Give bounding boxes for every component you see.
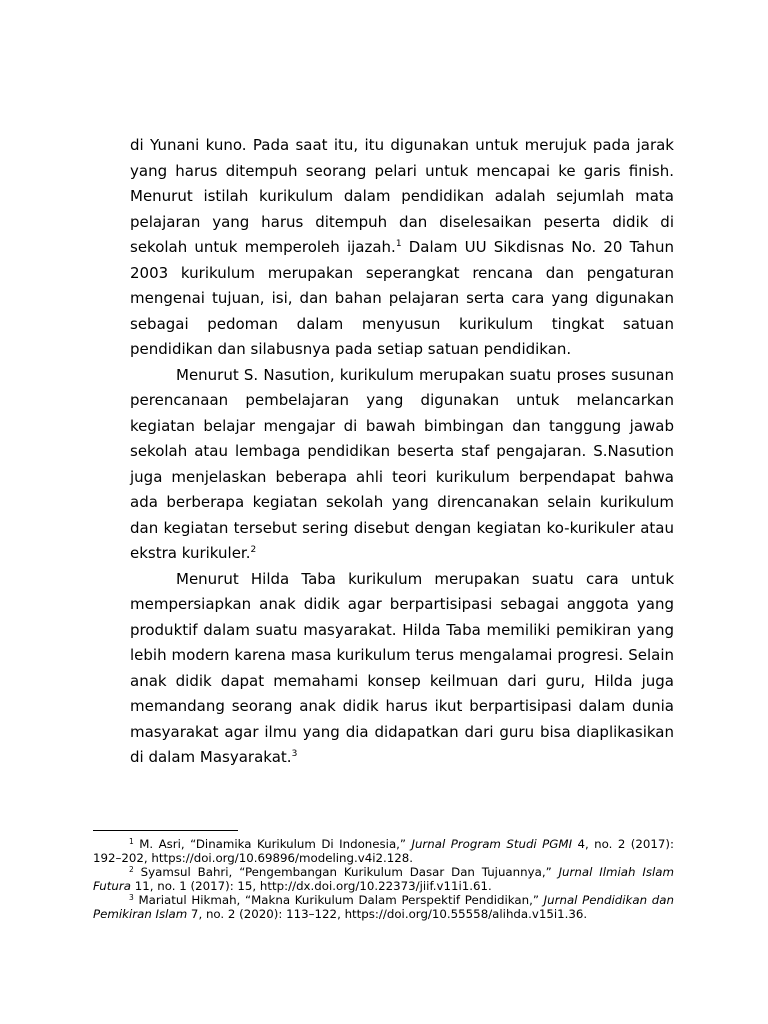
footnote-ref: 2	[250, 545, 257, 555]
footnote-text: M. Asri, “Dinamika Kurikulum Di Indonesia,”	[133, 837, 412, 851]
paragraph-text: di Yunani kuno. Pada saat itu, itu digunakan untuk merujuk pada jarak yang harus ditempuh seorang pelari untuk mencapai ke garis finish. Menurut istilah kurikulum dalam pendidikan adalah sejumlah mata pelajaran yang harus ditempuh dan diselesaikan peserta didik di sekolah untuk memperoleh ijazah.	[130, 136, 674, 256]
paragraph-text: Menurut S. Nasution, kurikulum merupakan suatu proses susunan perencanaan pembelajaran yang digunakan untuk melancarkan kegiatan belajar mengajar di bawah bimbingan dan tanggung jawab sekolah atau lembaga pendidikan beserta staf pengajaran. S.Nasution juga menjelaskan beberapa ahli teori kurikulum berpendapat bahwa ada berberapa kegiatan sekolah yang direncanakan selain kurikulum dan kegiatan tersebut sering disebut dengan kegiatan ko-kurikuler atau ekstra kurikuler.	[130, 365, 674, 562]
footnote-separator	[93, 830, 238, 831]
footnote-1	[93, 837, 674, 865]
footnote-text: 7, no. 2 (2020): 113–122, https://doi.org/10.55558/alihda.v15i1.36.	[187, 907, 588, 921]
paragraph-text: Menurut Hilda Taba kurikulum merupakan suatu cara untuk mempersiapkan anak didik agar berpartisipasi sebagai anggota yang produktif dalam suatu masyarakat. Hilda Taba memiliki pemikiran yang lebih modern karena masa kurikulum terus mengalamai progresi. Selain anak didik dapat memahami konsep keilmuan dari guru, Hilda juga memandang seorang anak didik harus ikut berpartisipasi dalam dunia masyarakat agar ilmu yang dia didapatkan dari guru bisa diaplikasikan di dalam Masyarakat.	[130, 569, 674, 766]
footnote-marker: 2	[129, 865, 134, 874]
body-text	[130, 133, 674, 771]
paragraph-text: Dalam UU Sikdisnas No. 20 Tahun 2003 kurikulum merupakan seperangkat rencana dan pengaturan mengenai tujuan, isi, dan bahan pelajaran serta cara yang digunakan sebagai pedoman dalam menyusun kurikulum tingkat satuan pendidikan dan silabusnya pada setiap satuan pendidikan.	[130, 238, 674, 358]
footnote-text: Mariatul Hikmah, “Makna Kurikulum Dalam Perspektif Pendidikan,”	[133, 893, 544, 907]
footnote-text: Syamsul Bahri, “Pengembangan Kurikulum Dasar Dan Tujuannya,”	[133, 865, 559, 879]
footnote-marker: 3	[129, 893, 134, 902]
paragraph-1	[130, 133, 674, 363]
footnote-ref: 3	[291, 749, 298, 759]
footnote-marker: 1	[129, 837, 134, 846]
footnote-2	[93, 865, 674, 893]
paragraph-2	[130, 363, 674, 567]
footnote-ref: 1	[395, 239, 402, 249]
paragraph-3	[130, 567, 674, 771]
footnote-journal: Jurnal Program Studi PGMI	[411, 837, 573, 851]
footnote-text: 4, no. 2 (2017): 192–202, https://doi.org/10.69896/modeling.v4i2.128.	[93, 837, 674, 865]
footnote-text: 11, no. 1 (2017): 15, http://dx.doi.org/10.22373/jiif.v11i1.61.	[130, 879, 492, 893]
footnotes	[93, 837, 674, 921]
footnote-journal: Jurnal Pendidikan dan Pemikiran Islam	[93, 893, 674, 921]
footnote-journal: Jurnal Ilmiah Islam Futura	[93, 865, 674, 893]
footnote-3	[93, 893, 674, 921]
